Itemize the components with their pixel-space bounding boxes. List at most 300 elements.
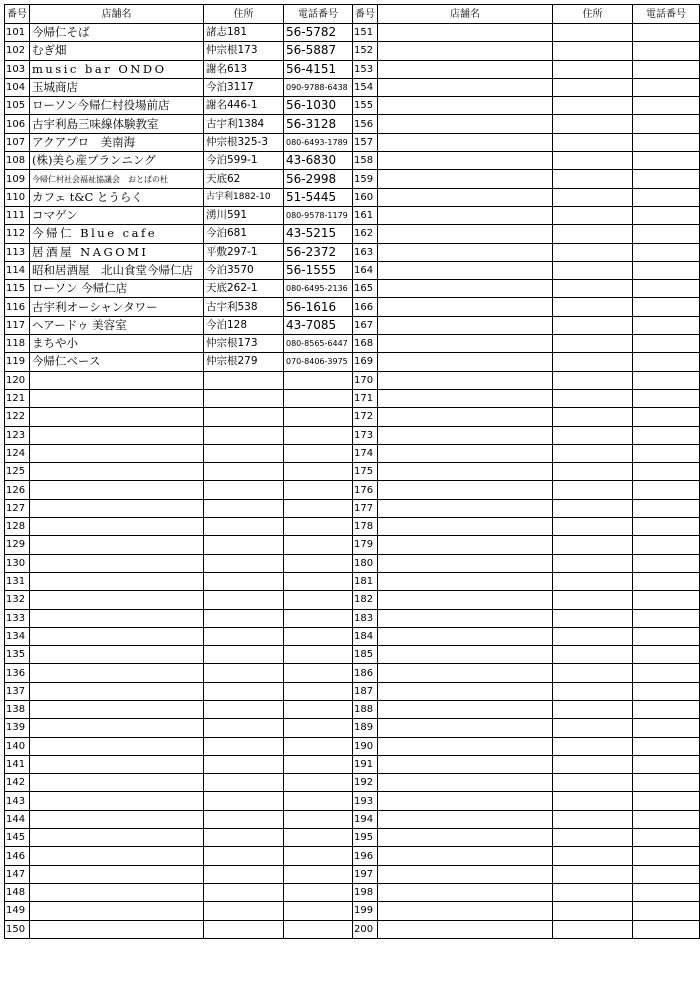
shop-name-cell: ヘアードゥ 美容室	[30, 316, 204, 334]
shop-name-cell	[30, 627, 204, 645]
row-number: 184	[353, 627, 378, 645]
phone-cell: 51-5445	[284, 188, 353, 206]
shop-name-cell	[30, 700, 204, 718]
shop-name-cell	[378, 902, 553, 920]
table-row	[5, 371, 700, 389]
row-number: 181	[353, 572, 378, 590]
phone-cell	[633, 591, 700, 609]
address-cell	[204, 426, 284, 444]
shop-name-cell: 今帰仁ベース	[30, 353, 204, 371]
phone-cell	[284, 829, 353, 847]
phone-cell	[284, 572, 353, 590]
phone-cell	[284, 682, 353, 700]
phone-cell	[284, 865, 353, 883]
address-cell	[553, 792, 633, 810]
shop-name-cell	[378, 42, 553, 60]
phone-cell	[284, 426, 353, 444]
row-number: 111	[5, 206, 30, 224]
shop-name-cell	[30, 481, 204, 499]
phone-cell	[633, 225, 700, 243]
shop-name-cell	[30, 883, 204, 901]
row-number: 178	[353, 518, 378, 536]
phone-cell	[633, 700, 700, 718]
shop-name-cell	[378, 261, 553, 279]
row-number: 114	[5, 261, 30, 279]
row-number: 117	[5, 316, 30, 334]
address-cell	[553, 499, 633, 517]
address-cell	[204, 408, 284, 426]
shop-name-cell	[30, 408, 204, 426]
row-number: 135	[5, 646, 30, 664]
shop-name-cell	[378, 24, 553, 42]
address-cell: 今泊128	[204, 316, 284, 334]
row-number: 124	[5, 444, 30, 462]
shop-name-cell	[30, 609, 204, 627]
shop-name-cell	[30, 499, 204, 517]
phone-cell	[284, 371, 353, 389]
row-number: 182	[353, 591, 378, 609]
shop-name-cell	[378, 719, 553, 737]
address-cell	[553, 280, 633, 298]
table-row	[5, 627, 700, 645]
table-row	[5, 737, 700, 755]
table-row	[5, 133, 700, 151]
address-cell: 天底62	[204, 170, 284, 188]
address-cell	[204, 719, 284, 737]
address-cell: 古宇利1882-10	[204, 188, 284, 206]
phone-cell: 56-1555	[284, 261, 353, 279]
shop-name-cell	[378, 700, 553, 718]
address-cell	[553, 60, 633, 78]
address-cell	[553, 298, 633, 316]
address-cell: 仲宗根325-3	[204, 133, 284, 151]
address-cell	[204, 536, 284, 554]
shop-name-cell	[378, 682, 553, 700]
address-cell	[553, 78, 633, 96]
address-cell	[553, 243, 633, 261]
shop-name-cell	[378, 810, 553, 828]
address-cell	[553, 426, 633, 444]
address-cell	[204, 810, 284, 828]
row-number: 113	[5, 243, 30, 261]
row-number: 109	[5, 170, 30, 188]
row-number: 168	[353, 335, 378, 353]
table-row	[5, 609, 700, 627]
row-number: 163	[353, 243, 378, 261]
shop-name-cell	[378, 426, 553, 444]
row-number: 197	[353, 865, 378, 883]
shop-name-cell	[378, 225, 553, 243]
shop-list-table	[4, 4, 700, 939]
row-number: 145	[5, 829, 30, 847]
shop-name-cell	[378, 847, 553, 865]
address-cell	[204, 664, 284, 682]
phone-cell	[633, 371, 700, 389]
phone-cell	[633, 188, 700, 206]
address-cell: 今泊3570	[204, 261, 284, 279]
row-number: 167	[353, 316, 378, 334]
address-cell	[553, 170, 633, 188]
header-row	[5, 5, 700, 24]
row-number: 155	[353, 97, 378, 115]
table-row	[5, 700, 700, 718]
address-cell	[204, 737, 284, 755]
phone-cell	[633, 627, 700, 645]
table-row	[5, 408, 700, 426]
shop-name-cell	[30, 572, 204, 590]
phone-cell	[633, 389, 700, 407]
row-number: 176	[353, 481, 378, 499]
address-cell: 諸志181	[204, 24, 284, 42]
row-number: 103	[5, 60, 30, 78]
address-cell	[204, 554, 284, 572]
phone-cell: 56-2372	[284, 243, 353, 261]
shop-name-cell	[378, 572, 553, 590]
table-body	[5, 24, 700, 939]
shop-name-cell	[378, 518, 553, 536]
shop-name-cell	[378, 591, 553, 609]
shop-name-cell: 古宇利オーシャンタワー	[30, 298, 204, 316]
shop-name-cell	[378, 829, 553, 847]
address-cell	[204, 463, 284, 481]
address-cell	[553, 646, 633, 664]
address-cell	[553, 335, 633, 353]
address-cell	[553, 371, 633, 389]
address-cell: 仲宗根173	[204, 335, 284, 353]
phone-cell	[633, 60, 700, 78]
shop-name-cell	[378, 755, 553, 773]
shop-name-cell	[378, 609, 553, 627]
phone-cell	[284, 536, 353, 554]
row-number: 151	[353, 24, 378, 42]
phone-cell	[633, 24, 700, 42]
address-cell	[553, 206, 633, 224]
header-number: 番号	[5, 5, 30, 24]
shop-name-cell	[378, 115, 553, 133]
row-number: 174	[353, 444, 378, 462]
shop-name-cell: まちや小	[30, 335, 204, 353]
table-row	[5, 920, 700, 938]
address-cell	[553, 847, 633, 865]
address-cell	[204, 627, 284, 645]
row-number: 186	[353, 664, 378, 682]
shop-name-cell	[378, 883, 553, 901]
row-number: 194	[353, 810, 378, 828]
phone-cell	[633, 261, 700, 279]
address-cell	[204, 829, 284, 847]
shop-name-cell	[30, 389, 204, 407]
phone-cell	[284, 774, 353, 792]
shop-name-cell	[378, 499, 553, 517]
table-row	[5, 499, 700, 517]
row-number: 143	[5, 792, 30, 810]
phone-cell	[633, 847, 700, 865]
address-cell	[553, 518, 633, 536]
shop-name-cell: (株)美ら産プランニング	[30, 152, 204, 170]
shop-name-cell	[30, 810, 204, 828]
address-cell	[204, 847, 284, 865]
row-number: 104	[5, 78, 30, 96]
phone-cell	[284, 755, 353, 773]
shop-name-cell	[378, 664, 553, 682]
address-cell	[204, 444, 284, 462]
phone-cell	[633, 646, 700, 664]
row-number: 107	[5, 133, 30, 151]
row-number: 195	[353, 829, 378, 847]
row-number: 108	[5, 152, 30, 170]
address-cell	[553, 682, 633, 700]
table-row	[5, 78, 700, 96]
address-cell	[553, 225, 633, 243]
row-number: 101	[5, 24, 30, 42]
address-cell	[553, 737, 633, 755]
phone-cell	[284, 609, 353, 627]
row-number: 180	[353, 554, 378, 572]
table-row	[5, 97, 700, 115]
shop-name-cell	[30, 902, 204, 920]
shop-name-cell	[30, 371, 204, 389]
row-number: 129	[5, 536, 30, 554]
address-cell	[553, 316, 633, 334]
phone-cell	[633, 719, 700, 737]
row-number: 115	[5, 280, 30, 298]
address-cell: 今泊599-1	[204, 152, 284, 170]
table-row	[5, 444, 700, 462]
table-row	[5, 426, 700, 444]
table-row	[5, 115, 700, 133]
phone-cell: 090-9788-6438	[284, 78, 353, 96]
row-number: 134	[5, 627, 30, 645]
row-number: 187	[353, 682, 378, 700]
address-cell	[553, 152, 633, 170]
phone-cell	[633, 170, 700, 188]
table-row	[5, 865, 700, 883]
address-cell	[553, 463, 633, 481]
phone-cell	[633, 755, 700, 773]
shop-name-cell	[378, 920, 553, 938]
row-number: 191	[353, 755, 378, 773]
row-number: 112	[5, 225, 30, 243]
row-number: 120	[5, 371, 30, 389]
address-cell	[553, 829, 633, 847]
address-cell	[204, 883, 284, 901]
shop-name-cell	[378, 170, 553, 188]
phone-cell: 43-6830	[284, 152, 353, 170]
table-row	[5, 481, 700, 499]
row-number: 171	[353, 389, 378, 407]
row-number: 147	[5, 865, 30, 883]
shop-name-cell: 今帰仁村社会福祉協議会 おとばの杜	[30, 170, 204, 188]
row-number: 175	[353, 463, 378, 481]
address-cell	[204, 591, 284, 609]
address-cell	[553, 444, 633, 462]
shop-name-cell	[378, 206, 553, 224]
header-address: 住所	[204, 5, 284, 24]
row-number: 146	[5, 847, 30, 865]
phone-cell	[633, 902, 700, 920]
shop-name-cell	[378, 243, 553, 261]
phone-cell	[633, 518, 700, 536]
phone-cell	[284, 847, 353, 865]
shop-name-cell	[378, 60, 553, 78]
row-number: 102	[5, 42, 30, 60]
shop-name-cell	[30, 737, 204, 755]
row-number: 137	[5, 682, 30, 700]
phone-cell	[633, 682, 700, 700]
address-cell	[553, 188, 633, 206]
shop-name-cell: 居酒屋 NAGOMI	[30, 243, 204, 261]
row-number: 161	[353, 206, 378, 224]
phone-cell	[284, 810, 353, 828]
table-row	[5, 883, 700, 901]
phone-cell	[633, 810, 700, 828]
phone-cell	[284, 518, 353, 536]
address-cell: 湧川591	[204, 206, 284, 224]
phone-cell	[633, 42, 700, 60]
row-number: 141	[5, 755, 30, 773]
shop-name-cell	[30, 829, 204, 847]
table-row	[5, 902, 700, 920]
shop-name-cell: ローソン今帰仁村役場前店	[30, 97, 204, 115]
table-row	[5, 60, 700, 78]
row-number: 156	[353, 115, 378, 133]
shop-name-cell	[30, 719, 204, 737]
shop-name-cell	[30, 664, 204, 682]
address-cell	[553, 115, 633, 133]
phone-cell	[284, 883, 353, 901]
address-cell	[553, 664, 633, 682]
table-row	[5, 206, 700, 224]
row-number: 131	[5, 572, 30, 590]
row-number: 138	[5, 700, 30, 718]
shop-name-cell: カフェ t&C とうらく	[30, 188, 204, 206]
row-number: 185	[353, 646, 378, 664]
row-number: 193	[353, 792, 378, 810]
row-number: 116	[5, 298, 30, 316]
row-number: 200	[353, 920, 378, 938]
table-row	[5, 829, 700, 847]
address-cell	[204, 646, 284, 664]
shop-name-cell	[378, 316, 553, 334]
row-number: 150	[5, 920, 30, 938]
shop-name-cell	[378, 188, 553, 206]
row-number: 154	[353, 78, 378, 96]
address-cell	[553, 389, 633, 407]
row-number: 152	[353, 42, 378, 60]
phone-cell	[633, 572, 700, 590]
address-cell	[204, 755, 284, 773]
address-cell	[553, 902, 633, 920]
phone-cell	[284, 554, 353, 572]
phone-cell	[284, 499, 353, 517]
address-cell	[553, 700, 633, 718]
row-number: 130	[5, 554, 30, 572]
shop-name-cell	[30, 426, 204, 444]
phone-cell: 080-8565-6447	[284, 335, 353, 353]
shop-name-cell	[378, 152, 553, 170]
row-number: 153	[353, 60, 378, 78]
table-row	[5, 280, 700, 298]
phone-cell	[633, 280, 700, 298]
phone-cell	[284, 646, 353, 664]
shop-name-cell	[378, 554, 553, 572]
row-number: 128	[5, 518, 30, 536]
phone-cell: 080-6493-1789	[284, 133, 353, 151]
table-row	[5, 810, 700, 828]
row-number: 165	[353, 280, 378, 298]
address-cell	[553, 609, 633, 627]
table-row	[5, 463, 700, 481]
shop-name-cell: 昭和居酒屋 北山食堂今帰仁店	[30, 261, 204, 279]
phone-cell	[633, 115, 700, 133]
phone-cell	[633, 97, 700, 115]
address-cell	[553, 865, 633, 883]
phone-cell	[284, 444, 353, 462]
row-number: 179	[353, 536, 378, 554]
header-shop-name: 店舗名	[378, 5, 553, 24]
address-cell	[204, 572, 284, 590]
table-row	[5, 152, 700, 170]
shop-name-cell: 玉城商店	[30, 78, 204, 96]
phone-cell: 080-6495-2136	[284, 280, 353, 298]
row-number: 136	[5, 664, 30, 682]
address-cell: 今泊681	[204, 225, 284, 243]
address-cell: 仲宗根279	[204, 353, 284, 371]
address-cell: 謝名613	[204, 60, 284, 78]
shop-name-cell	[378, 280, 553, 298]
row-number: 133	[5, 609, 30, 627]
phone-cell: 56-4151	[284, 60, 353, 78]
table-row	[5, 664, 700, 682]
shop-name-cell	[30, 518, 204, 536]
address-cell	[553, 42, 633, 60]
address-cell	[204, 682, 284, 700]
row-number: 140	[5, 737, 30, 755]
shop-name-cell	[378, 646, 553, 664]
address-cell	[204, 609, 284, 627]
address-cell	[553, 572, 633, 590]
phone-cell: 080-9578-1179	[284, 206, 353, 224]
shop-name-cell	[378, 792, 553, 810]
row-number: 164	[353, 261, 378, 279]
shop-name-cell	[378, 335, 553, 353]
row-number: 158	[353, 152, 378, 170]
phone-cell	[284, 389, 353, 407]
shop-name-cell	[30, 646, 204, 664]
row-number: 122	[5, 408, 30, 426]
phone-cell: 43-5215	[284, 225, 353, 243]
table-row	[5, 719, 700, 737]
shop-name-cell: アクアプロ 美南海	[30, 133, 204, 151]
address-cell	[204, 792, 284, 810]
table-row	[5, 24, 700, 42]
shop-name-cell: music bar ONDO	[30, 60, 204, 78]
phone-cell	[633, 499, 700, 517]
shop-name-cell	[30, 444, 204, 462]
table-row	[5, 353, 700, 371]
address-cell	[553, 408, 633, 426]
table-row	[5, 591, 700, 609]
address-cell	[204, 774, 284, 792]
shop-name-cell	[378, 78, 553, 96]
row-number: 196	[353, 847, 378, 865]
address-cell	[553, 774, 633, 792]
shop-name-cell	[378, 774, 553, 792]
address-cell	[204, 371, 284, 389]
phone-cell	[633, 298, 700, 316]
row-number: 139	[5, 719, 30, 737]
shop-name-cell	[378, 627, 553, 645]
